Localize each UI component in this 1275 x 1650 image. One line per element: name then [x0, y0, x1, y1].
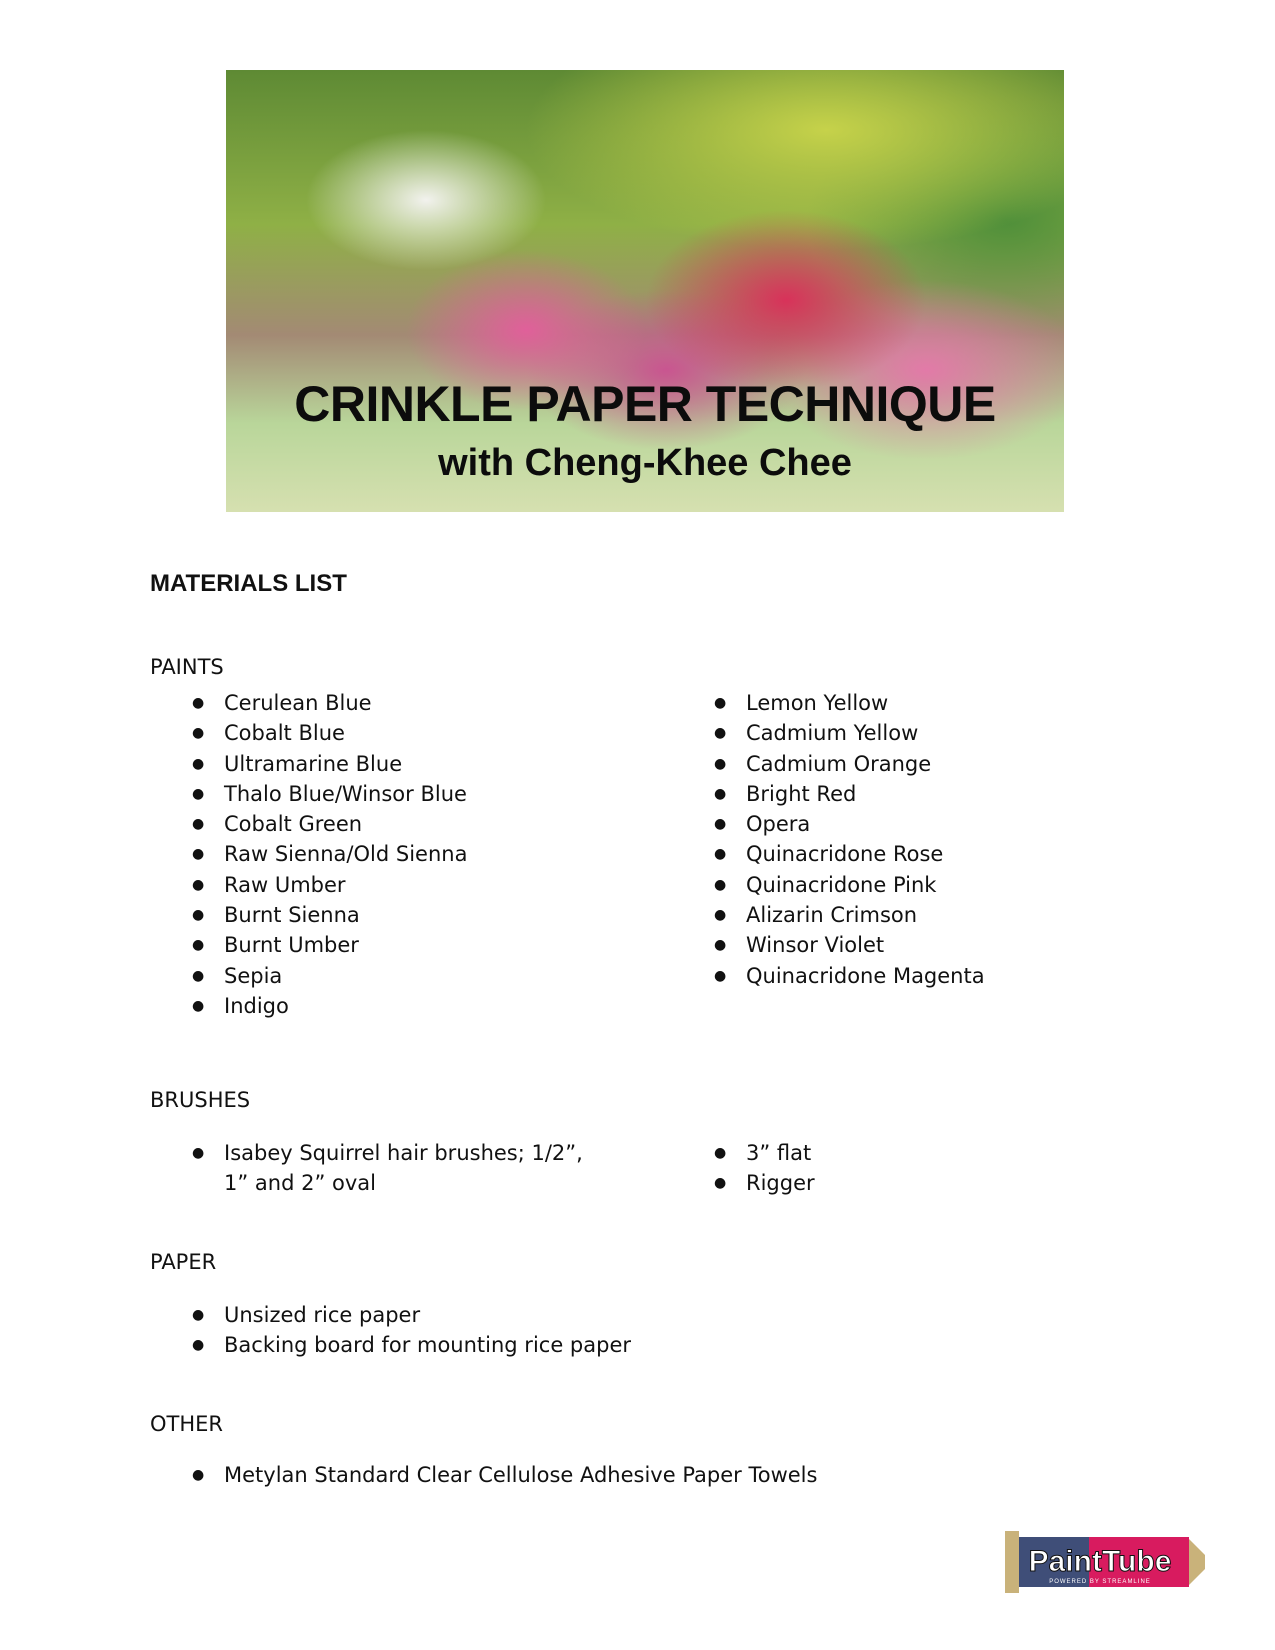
list-item: ● Cobalt Blue [194, 718, 654, 748]
svg-text:POWERED BY STREAMLINE: POWERED BY STREAMLINE [1049, 1579, 1151, 1585]
list-item: ● Quinacridone Rose [716, 839, 1176, 869]
list-item: ● 3” flat [716, 1138, 1116, 1168]
list-item: ● Rigger [716, 1168, 1116, 1198]
list-item: ● Ultramarine Blue [194, 749, 654, 779]
list-item: ● Burnt Sienna [194, 900, 654, 930]
paints-left-list [194, 688, 654, 1021]
list-item: ● Cadmium Yellow [716, 718, 1176, 748]
list-item: ● Lemon Yellow [716, 688, 1176, 718]
brushes-left-list [194, 1138, 594, 1198]
list-item: ● Unsized rice paper [194, 1300, 994, 1330]
section-paper: PAPER [150, 1250, 217, 1274]
list-item: ● Winsor Violet [716, 930, 1176, 960]
other-list [194, 1460, 1094, 1490]
list-item: ● Metylan Standard Clear Cellulose Adhesive Paper Towels [194, 1460, 1094, 1490]
page-heading: MATERIALS LIST [150, 570, 347, 597]
list-item: ● Sepia [194, 961, 654, 991]
brushes-right-list [716, 1138, 1116, 1199]
list-item: ● Opera [716, 809, 1176, 839]
list-item: ● Indigo [194, 991, 654, 1021]
list-item: ● Raw Sienna/Old Sienna [194, 839, 654, 869]
banner-image [226, 70, 1064, 512]
list-item: ● Cobalt Green [194, 809, 654, 839]
list-item: ● Alizarin Crimson [716, 900, 1176, 930]
paints-right-list [716, 688, 1176, 991]
list-item: ● Quinacridone Pink [716, 870, 1176, 900]
banner-title: CRINKLE PAPER TECHNIQUE [294, 376, 996, 432]
list-item: ● Cerulean Blue [194, 688, 654, 718]
list-item: ● Quinacridone Magenta [716, 961, 1176, 991]
painttube-logo [1005, 1525, 1210, 1593]
svg-text:PaintTube: PaintTube [1028, 1545, 1172, 1578]
list-item: ● Burnt Umber [194, 930, 654, 960]
list-item: ● Raw Umber [194, 870, 654, 900]
section-brushes: BRUSHES [150, 1088, 251, 1112]
section-other: OTHER [150, 1412, 224, 1436]
list-item: ● Thalo Blue/Winsor Blue [194, 779, 654, 809]
list-item: ● Backing board for mounting rice paper [194, 1330, 994, 1360]
banner-subtitle: with Cheng-Khee Chee [438, 442, 852, 484]
section-paints: PAINTS [150, 655, 224, 679]
list-item: ● Cadmium Orange [716, 749, 1176, 779]
paper-list [194, 1300, 994, 1361]
list-item: ● Isabey Squirrel hair brushes; 1/2”, 1” and 2” oval [194, 1138, 594, 1198]
list-item: ● Bright Red [716, 779, 1176, 809]
